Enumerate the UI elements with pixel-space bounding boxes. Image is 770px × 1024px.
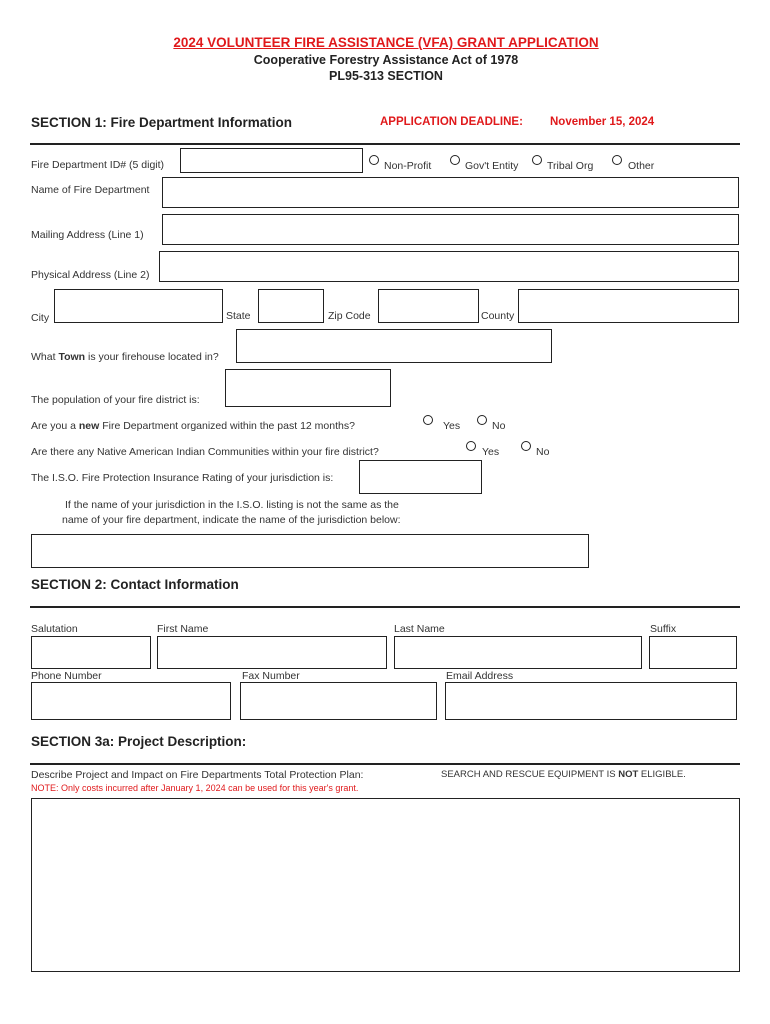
town-field[interactable] bbox=[236, 329, 552, 363]
radio-tribal-org-label: Tribal Org bbox=[547, 160, 594, 172]
population-field[interactable] bbox=[225, 369, 391, 407]
radio-native-yes-label: Yes bbox=[482, 446, 500, 458]
native-question: Are there any Native American Indian Communities within your fire district? bbox=[31, 446, 379, 458]
section2-divider bbox=[30, 606, 740, 608]
radio-native-no-label: No bbox=[536, 446, 550, 458]
iso-rating-field[interactable] bbox=[359, 460, 482, 494]
zip-label: Zip Code bbox=[328, 310, 371, 322]
describe-label: Describe Project and Impact on Fire Departments Total Protection Plan: bbox=[31, 769, 364, 781]
town-question: What Town is your firehouse located in? bbox=[31, 351, 219, 363]
section3a-title: SECTION 3a: Project Description: bbox=[31, 734, 247, 749]
iso-jurisdiction-field[interactable] bbox=[31, 534, 589, 568]
costs-note: NOTE: Only costs incurred after January 1, 2024 can be used for this year's grant. bbox=[31, 783, 359, 793]
state-label: State bbox=[226, 310, 251, 322]
fd-name-field[interactable] bbox=[162, 177, 739, 208]
radio-new-fd-no[interactable] bbox=[477, 415, 487, 425]
fax-field[interactable] bbox=[240, 682, 437, 720]
fax-label: Fax Number bbox=[242, 670, 300, 682]
physical-address-field[interactable] bbox=[159, 251, 739, 282]
radio-non-profit-label: Non-Profit bbox=[384, 160, 432, 172]
iso-note-line1: If the name of your jurisdiction in the I.S.O. listing is not the same as the bbox=[65, 499, 399, 511]
radio-new-fd-yes-label: Yes bbox=[443, 420, 461, 432]
section1-title: SECTION 1: Fire Department Information bbox=[31, 115, 293, 130]
radio-tribal-org[interactable] bbox=[532, 155, 542, 165]
population-label: The population of your fire district is: bbox=[31, 394, 200, 406]
county-label: County bbox=[481, 310, 515, 322]
search-rescue-note: SEARCH AND RESCUE EQUIPMENT IS NOT ELIGIBLE. bbox=[441, 769, 686, 780]
iso-label: The I.S.O. Fire Protection Insurance Rating of your jurisdiction is: bbox=[31, 472, 334, 484]
first-name-label: First Name bbox=[157, 623, 209, 635]
last-name-label: Last Name bbox=[394, 623, 445, 635]
new-fd-question: Are you a new Fire Department organized within the past 12 months? bbox=[31, 420, 355, 432]
physical-address-label: Physical Address (Line 2) bbox=[31, 269, 150, 281]
fd-id-label: Fire Department ID# (5 digit) bbox=[31, 159, 165, 171]
mailing-address-label: Mailing Address (Line 1) bbox=[31, 229, 144, 241]
mailing-address-field[interactable] bbox=[162, 214, 739, 245]
state-field[interactable] bbox=[258, 289, 324, 323]
radio-native-yes[interactable] bbox=[466, 441, 476, 451]
iso-note-line2: name of your fire department, indicate the name of the jurisdiction below: bbox=[62, 514, 401, 526]
deadline-label: APPLICATION DEADLINE: bbox=[380, 116, 523, 128]
suffix-field[interactable] bbox=[649, 636, 737, 669]
section3a-divider bbox=[30, 763, 740, 765]
project-description-field[interactable] bbox=[31, 798, 740, 972]
deadline-value: November 15, 2024 bbox=[550, 116, 655, 128]
email-field[interactable] bbox=[445, 682, 737, 720]
phone-field[interactable] bbox=[31, 682, 231, 720]
suffix-label: Suffix bbox=[650, 623, 677, 635]
first-name-field[interactable] bbox=[157, 636, 387, 669]
email-label: Email Address bbox=[446, 670, 514, 682]
radio-other-label: Other bbox=[628, 160, 655, 172]
radio-other[interactable] bbox=[612, 155, 622, 165]
radio-native-no[interactable] bbox=[521, 441, 531, 451]
salutation-field[interactable] bbox=[31, 636, 151, 669]
zip-field[interactable] bbox=[378, 289, 479, 323]
city-field[interactable] bbox=[54, 289, 223, 323]
section1-divider bbox=[30, 143, 740, 145]
radio-new-fd-no-label: No bbox=[492, 420, 506, 432]
last-name-field[interactable] bbox=[394, 636, 642, 669]
form-subtitle-section: PL95-313 SECTION bbox=[329, 69, 443, 83]
salutation-label: Salutation bbox=[31, 623, 78, 635]
county-field[interactable] bbox=[518, 289, 739, 323]
section2-title: SECTION 2: Contact Information bbox=[31, 577, 239, 592]
form-title: 2024 VOLUNTEER FIRE ASSISTANCE (VFA) GRANT APPLICATION bbox=[173, 35, 599, 50]
fd-name-label: Name of Fire Department bbox=[31, 184, 150, 196]
radio-govt-entity[interactable] bbox=[450, 155, 460, 165]
radio-new-fd-yes[interactable] bbox=[423, 415, 433, 425]
phone-label: Phone Number bbox=[31, 670, 102, 682]
city-label: City bbox=[31, 312, 50, 324]
form-subtitle: Cooperative Forestry Assistance Act of 1978 bbox=[253, 53, 519, 67]
radio-govt-entity-label: Gov't Entity bbox=[465, 160, 519, 172]
fd-id-field[interactable] bbox=[180, 148, 363, 173]
radio-non-profit[interactable] bbox=[369, 155, 379, 165]
